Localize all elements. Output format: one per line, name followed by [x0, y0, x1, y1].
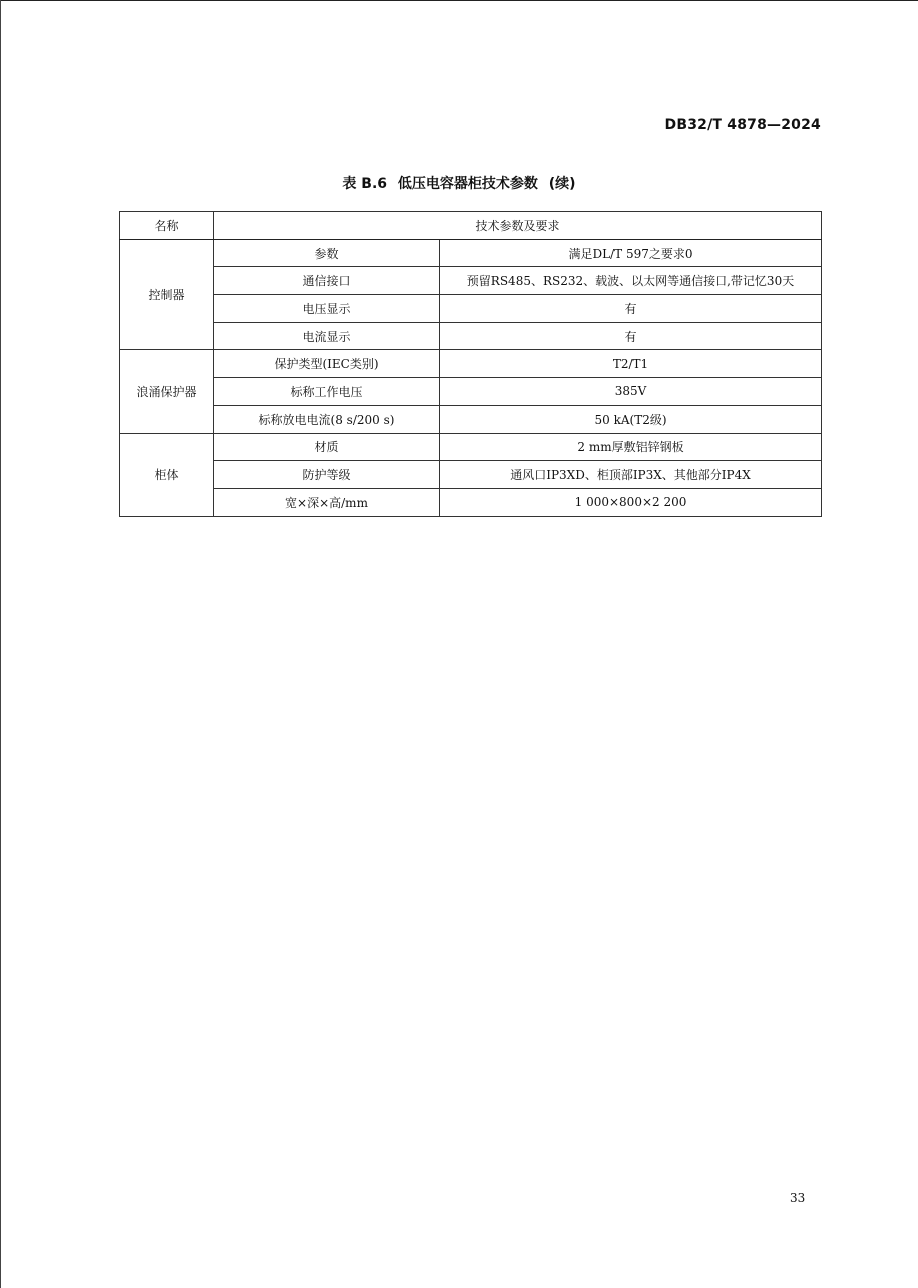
table-row: [120, 405, 822, 433]
param-cell: 通信接口: [214, 267, 440, 295]
table-title-name: 低压电容器柜技术参数: [397, 176, 538, 192]
param-cell: 参数: [214, 239, 440, 267]
page-left-edge: [0, 0, 1, 1288]
value-cell: 1 000×800×2 200: [440, 488, 822, 516]
table-row: [120, 433, 822, 461]
standard-prefix: DB32/T: [664, 117, 723, 133]
value-cell: 预留RS485、RS232、载波、以太网等通信接口,带记忆30天: [440, 267, 822, 295]
value-cell: 有: [440, 295, 822, 323]
param-cell: 标称放电电流(8 s/200 s): [214, 405, 440, 433]
value-cell: 2 mm厚敷铝锌钢板: [440, 433, 822, 461]
page-number: 33: [790, 1191, 806, 1205]
spec-table: [119, 211, 822, 517]
table-row: [120, 295, 822, 323]
value-cell: 通风口IP3XD、柜顶部IP3X、其他部分IP4X: [440, 461, 822, 489]
table-row: [120, 350, 822, 378]
param-cell: 防护等级: [214, 461, 440, 489]
value-cell: T2/T1: [440, 350, 822, 378]
table-header-row: [120, 212, 822, 240]
standard-code: [665, 117, 821, 133]
table-title: [0, 173, 918, 193]
group-name-surge-protector: 浪涌保护器: [120, 350, 214, 433]
param-cell: 材质: [214, 433, 440, 461]
table-title-label: 表 B.6: [342, 176, 388, 192]
param-cell: 电流显示: [214, 322, 440, 350]
table-row: [120, 378, 822, 406]
param-cell: 电压显示: [214, 295, 440, 323]
group-name-cabinet: 柜体: [120, 433, 214, 516]
table-row: [120, 488, 822, 516]
param-cell: 标称工作电压: [214, 378, 440, 406]
header-spec: 技术参数及要求: [214, 212, 822, 240]
value-cell: 有: [440, 322, 822, 350]
param-cell: 宽×深×高/mm: [214, 488, 440, 516]
standard-number: 4878—2024: [727, 117, 821, 133]
value-cell: 50 kA(T2级): [440, 405, 822, 433]
table-row: [120, 322, 822, 350]
header-name: 名称: [120, 212, 214, 240]
page-top-edge: [0, 0, 918, 1]
value-cell: 满足DL/T 597之要求0: [440, 239, 822, 267]
table-title-suffix: (续): [548, 176, 576, 192]
table-row: [120, 461, 822, 489]
table-row: [120, 267, 822, 295]
table-row: [120, 239, 822, 267]
group-name-controller: 控制器: [120, 239, 214, 350]
param-cell: 保护类型(IEC类别): [214, 350, 440, 378]
value-cell: 385V: [440, 378, 822, 406]
